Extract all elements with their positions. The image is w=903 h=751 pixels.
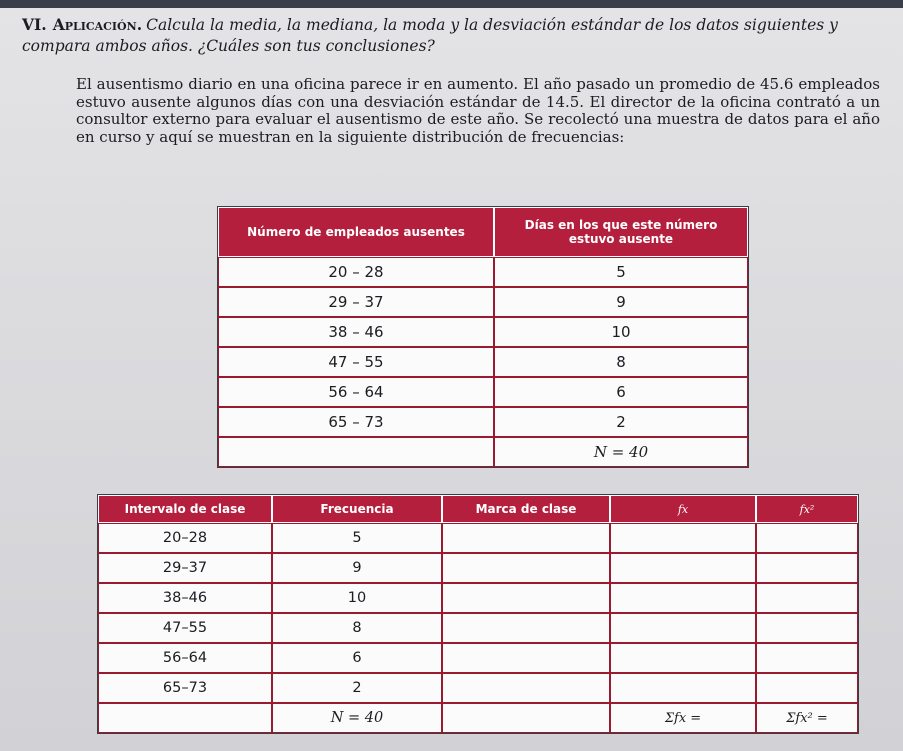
cell-blank[interactable] — [756, 673, 858, 703]
cell-days: 2 — [494, 407, 748, 437]
cell-blank[interactable] — [756, 583, 858, 613]
section-prompt: Calcula la media, la mediana, la moda y la desviación estándar de los datos siguientes y compara ambos años. ¿Cuáles son tus conclusiones? — [22, 16, 838, 55]
cell-interval: 56 – 64 — [218, 377, 494, 407]
cell-blank[interactable] — [610, 613, 756, 643]
cell-frequency: 6 — [272, 643, 442, 673]
column-header: Frecuencia — [272, 495, 442, 523]
cell-blank[interactable] — [442, 523, 610, 553]
table-row — [218, 347, 748, 377]
cell-frequency: 5 — [272, 523, 442, 553]
cell-blank[interactable] — [610, 523, 756, 553]
table-header-row — [98, 495, 858, 523]
cell-blank[interactable] — [610, 583, 756, 613]
cell-interval: 29–37 — [98, 553, 272, 583]
cell-blank[interactable] — [756, 523, 858, 553]
cell-interval: 56–64 — [98, 643, 272, 673]
column-header: fx² — [756, 495, 858, 523]
table-row — [218, 287, 748, 317]
cell-empty — [218, 437, 494, 467]
problem-paragraph: El ausentismo diario en una oficina parece ir en aumento. El año pasado un promedio de 45.6 empleados estuvo ausente algunos días con una desviación estándar de 14.5. El director de la oficina contrató a un consultor externo para evaluar el ausentismo de este año. Se recolectó una muestra de datos para el año en curso y aquí se muestran en la siguiente distribución de frecuencias: — [76, 75, 880, 146]
work-table — [97, 494, 859, 734]
top-edge — [0, 0, 903, 8]
table-row — [98, 553, 858, 583]
cell-blank[interactable] — [442, 643, 610, 673]
cell-total: N = 40 — [494, 437, 748, 467]
cell-empty — [98, 703, 272, 733]
cell-blank[interactable] — [756, 643, 858, 673]
total-row — [218, 437, 748, 467]
exercise-heading — [22, 14, 882, 57]
cell-blank[interactable] — [442, 613, 610, 643]
cell-blank[interactable] — [442, 583, 610, 613]
cell-interval: 47–55 — [98, 613, 272, 643]
cell-interval: 65 – 73 — [218, 407, 494, 437]
table-row — [98, 673, 858, 703]
cell-blank[interactable] — [442, 703, 610, 733]
cell-frequency: 9 — [272, 553, 442, 583]
cell-interval: 20–28 — [98, 523, 272, 553]
cell-frequency: 10 — [272, 583, 442, 613]
cell-blank[interactable] — [610, 673, 756, 703]
cell-interval: 47 – 55 — [218, 347, 494, 377]
table-row — [98, 583, 858, 613]
column-header: Número de empleados ausentes — [218, 207, 494, 257]
table-row — [98, 643, 858, 673]
cell-days: 5 — [494, 257, 748, 287]
section-number: VI. — [22, 15, 47, 34]
cell-blank[interactable] — [610, 553, 756, 583]
table-row — [98, 613, 858, 643]
table-row — [98, 523, 858, 553]
cell-blank[interactable] — [442, 673, 610, 703]
cell-sum-fx: Σfx = — [610, 703, 756, 733]
table-row — [218, 257, 748, 287]
total-row — [98, 703, 858, 733]
column-header: Marca de clase — [442, 495, 610, 523]
cell-frequency: 8 — [272, 613, 442, 643]
cell-interval: 38–46 — [98, 583, 272, 613]
cell-days: 8 — [494, 347, 748, 377]
cell-total-frequency: N = 40 — [272, 703, 442, 733]
cell-days: 6 — [494, 377, 748, 407]
cell-interval: 29 – 37 — [218, 287, 494, 317]
cell-interval: 20 – 28 — [218, 257, 494, 287]
table-row — [218, 317, 748, 347]
table-header-row — [218, 207, 748, 257]
column-header: Días en los que este número estuvo ausente — [494, 207, 748, 257]
cell-blank[interactable] — [756, 613, 858, 643]
cell-interval: 38 – 46 — [218, 317, 494, 347]
cell-blank[interactable] — [442, 553, 610, 583]
section-keyword: Aplicación. — [52, 15, 143, 34]
table-row — [218, 377, 748, 407]
cell-sum-fx2: Σfx² = — [756, 703, 858, 733]
cell-blank[interactable] — [610, 643, 756, 673]
column-header: Intervalo de clase — [98, 495, 272, 523]
cell-days: 10 — [494, 317, 748, 347]
cell-blank[interactable] — [756, 553, 858, 583]
cell-interval: 65–73 — [98, 673, 272, 703]
cell-frequency: 2 — [272, 673, 442, 703]
table-row — [218, 407, 748, 437]
frequency-table — [217, 206, 749, 468]
cell-days: 9 — [494, 287, 748, 317]
column-header: fx — [610, 495, 756, 523]
